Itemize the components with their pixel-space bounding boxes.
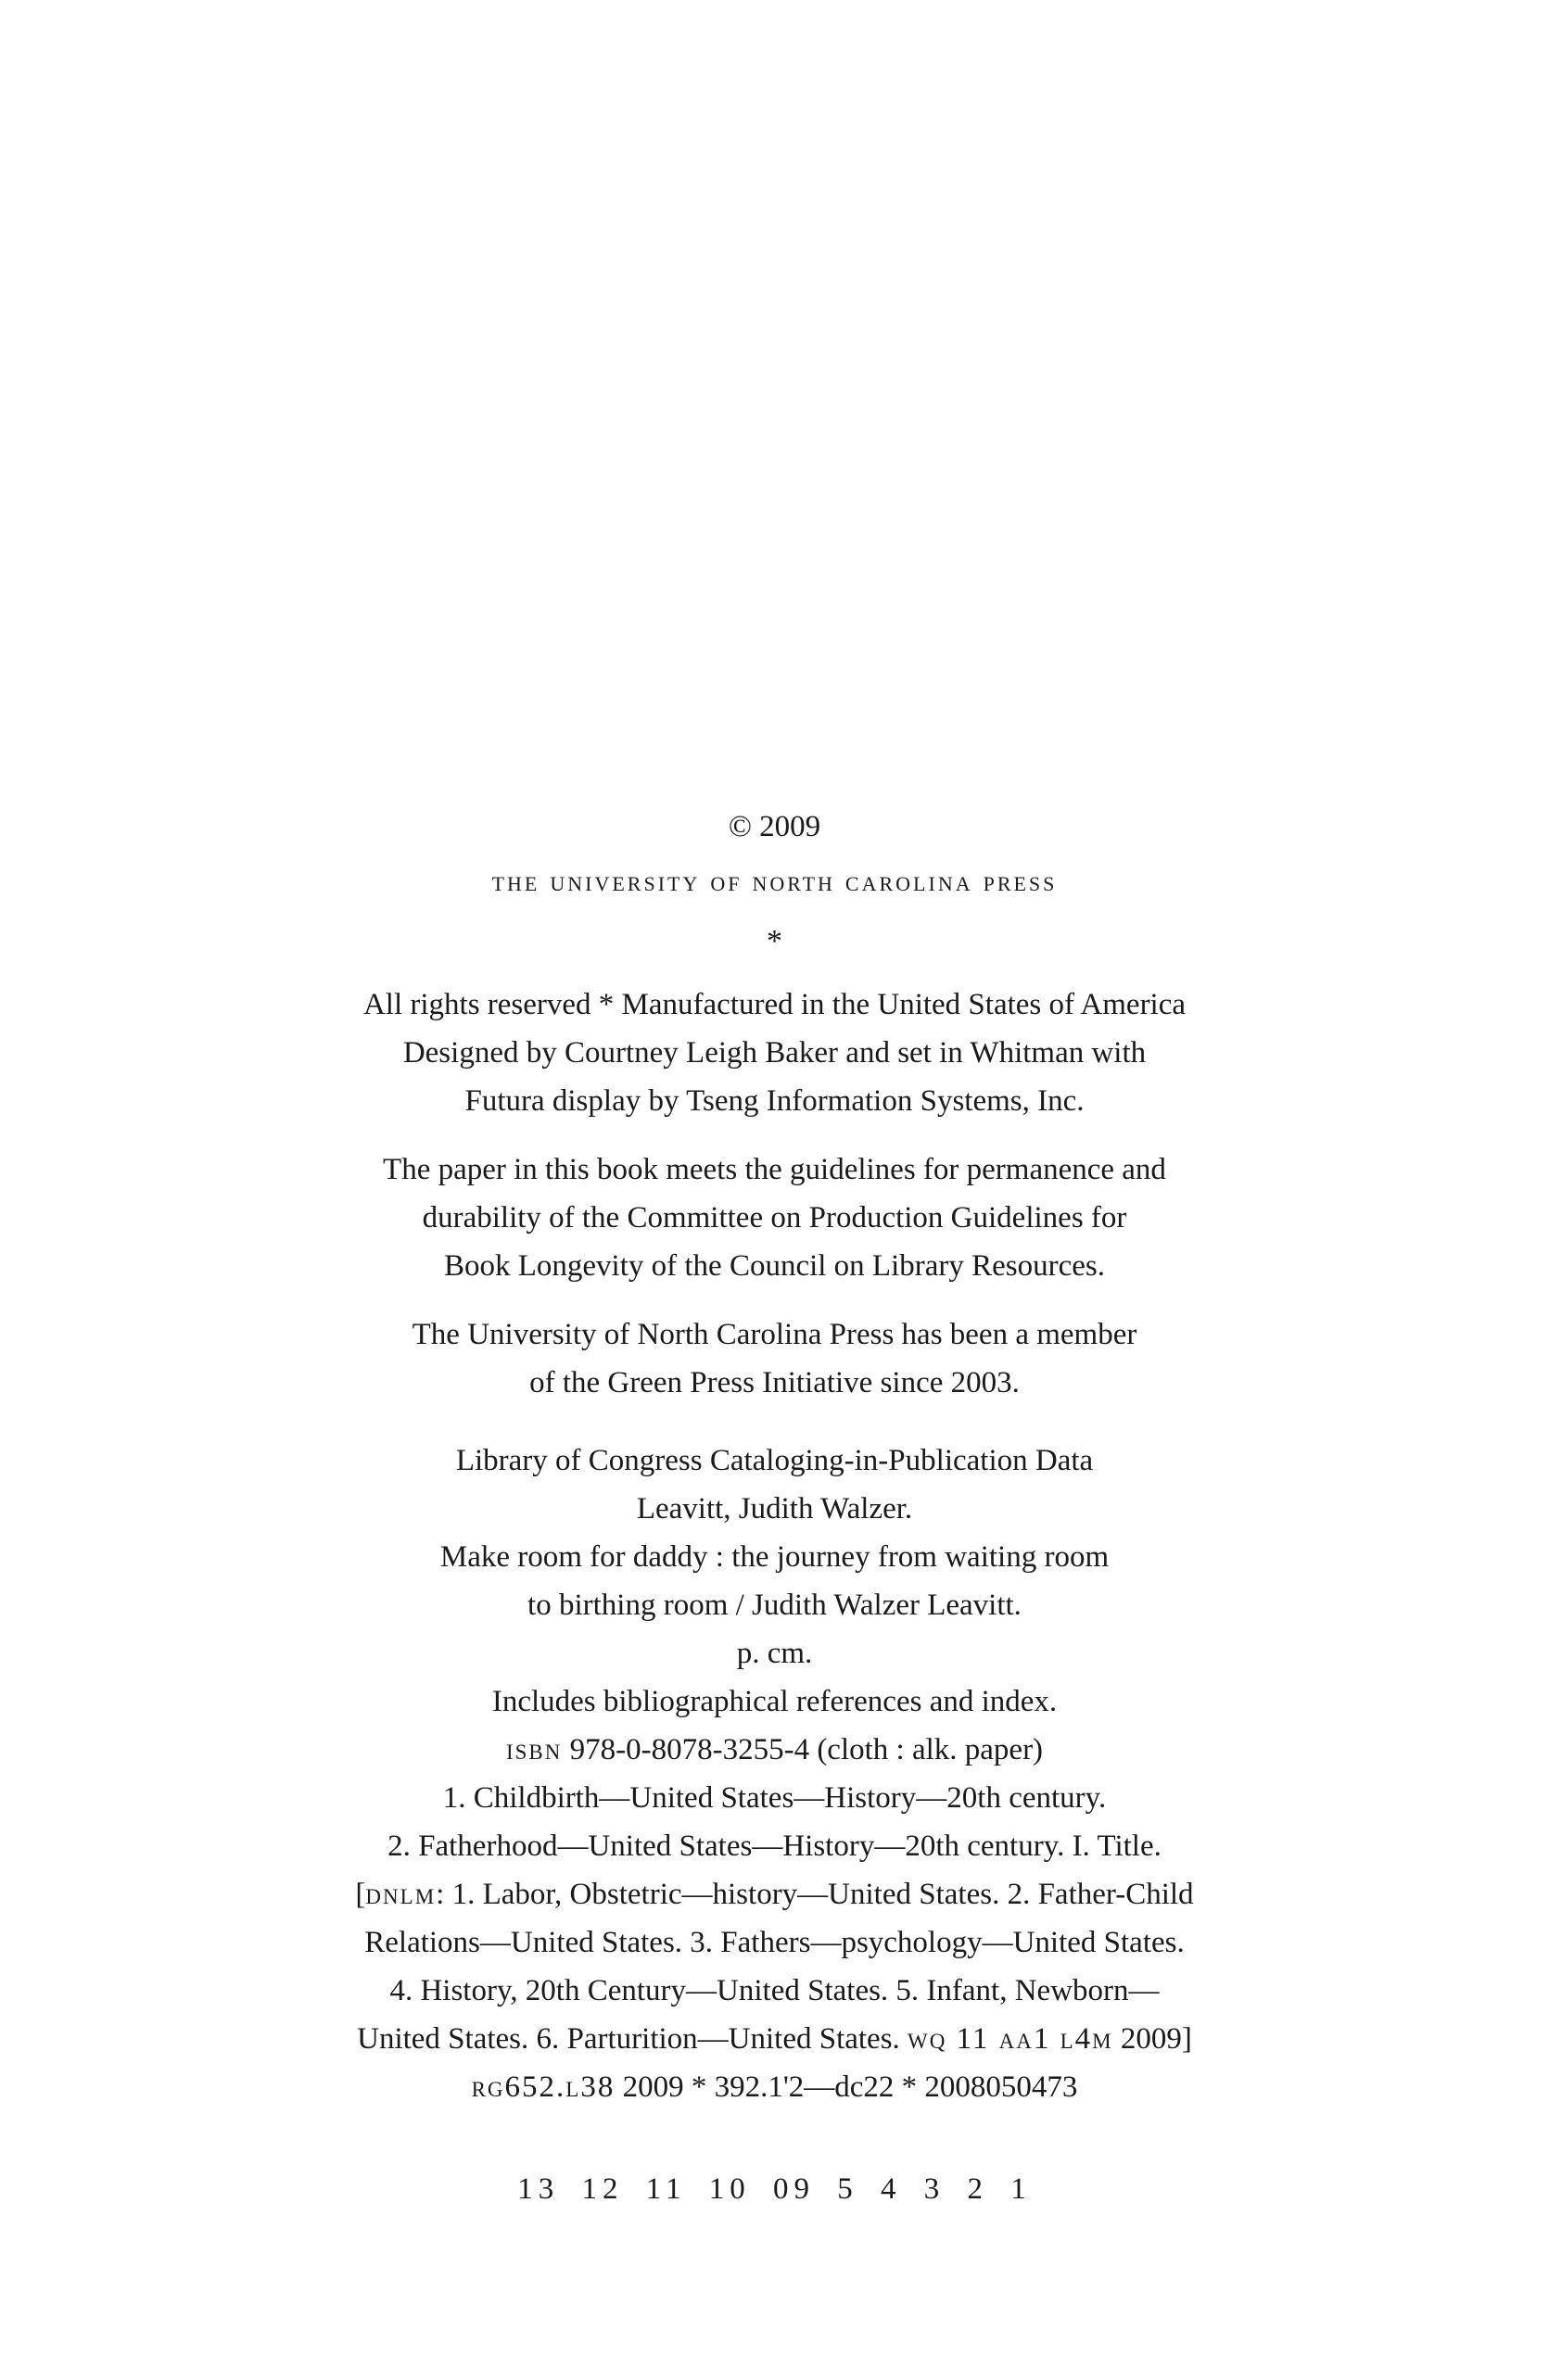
- dnlm-last-end: 2009]: [1112, 2022, 1192, 2056]
- paper-line: Book Longevity of the Council on Library Resources.: [443, 1249, 1106, 1283]
- cip-title-line: Make room for daddy : the journey from waiting room: [439, 1540, 1110, 1574]
- copyright-line: © 2009: [728, 810, 821, 843]
- lc-callnumber: rg652.l38: [471, 2070, 616, 2104]
- rights-line: Designed by Courtney Leigh Baker and set in Whitman with: [402, 1036, 1147, 1070]
- paper-statement: [0, 1146, 1549, 1290]
- cip-dnlm-last: [0, 2015, 1549, 2063]
- cip-subject: 1. Childbirth—United States—History—20th century.: [442, 1781, 1107, 1815]
- cip-isbn: [0, 1726, 1549, 1774]
- rights-line: All rights reserved * Manufactured in the United States of America: [362, 988, 1187, 1021]
- green-press-statement: [0, 1310, 1549, 1407]
- publisher-line: the university of north carolina press: [491, 864, 1058, 897]
- cip-dnlm-line: 4. History, 20th Century—United States. 5. Infant, Newborn—: [389, 1974, 1160, 2007]
- isbn-value: 978-0-8078-3255-4 (cloth : alk. paper): [569, 1733, 1044, 1766]
- paper-line: durability of the Committee on Production Guidelines for: [422, 1201, 1127, 1234]
- cip-dnlm-line: Relations—United States. 3. Fathers—psychology—United States.: [364, 1926, 1185, 1959]
- copyright-notice: [0, 803, 1549, 851]
- cip-notes: Includes bibliographical references and index.: [491, 1685, 1058, 1718]
- cip-author: Leavitt, Judith Walzer.: [636, 1492, 913, 1525]
- cip-physical: p. cm.: [736, 1637, 813, 1670]
- cip-classification: [0, 2063, 1549, 2111]
- cip-heading: Library of Congress Cataloging-in-Publication Data: [455, 1444, 1094, 1477]
- cip-subject: 2. Fatherhood—United States—History—20th century. I. Title.: [387, 1829, 1162, 1863]
- dnlm-last-text: United States. 6. Parturition—United States.: [357, 2022, 908, 2056]
- asterisk-ornament: [0, 918, 1549, 966]
- green-line: of the Green Press Initiative since 2003.: [529, 1366, 1020, 1399]
- dnlm-callnumber: wq 11 aa1 l4m: [908, 2022, 1113, 2056]
- green-line: The University of North Carolina Press has been a member: [412, 1318, 1137, 1351]
- printing-line: [0, 2165, 1549, 2213]
- ornament-glyph: *: [767, 924, 782, 958]
- rights-line: Futura display by Tseng Information Systems, Inc.: [464, 1084, 1085, 1118]
- dnlm-open-bracket: [: [355, 1878, 366, 1911]
- cip-dnlm-first: [0, 1870, 1549, 1918]
- cip-data: [0, 1437, 1549, 2111]
- printing-numbers: 13 12 11 10 09 5 4 3 2 1: [517, 2172, 1032, 2206]
- cip-title-line: to birthing room / Judith Walzer Leavitt.: [527, 1589, 1022, 1622]
- classification-rest: 2009 * 392.1'2—dc22 * 2008050473: [615, 2070, 1078, 2104]
- dnlm-first-text: : 1. Labor, Obstetric—history—United States. 2. Father-Child: [436, 1878, 1194, 1911]
- rights-statement: [0, 981, 1549, 1125]
- publisher-name: [0, 856, 1549, 905]
- paper-line: The paper in this book meets the guidelines for permanence and: [383, 1153, 1166, 1186]
- isbn-label: isbn: [505, 1733, 563, 1766]
- dnlm-label: dnlm: [365, 1878, 437, 1911]
